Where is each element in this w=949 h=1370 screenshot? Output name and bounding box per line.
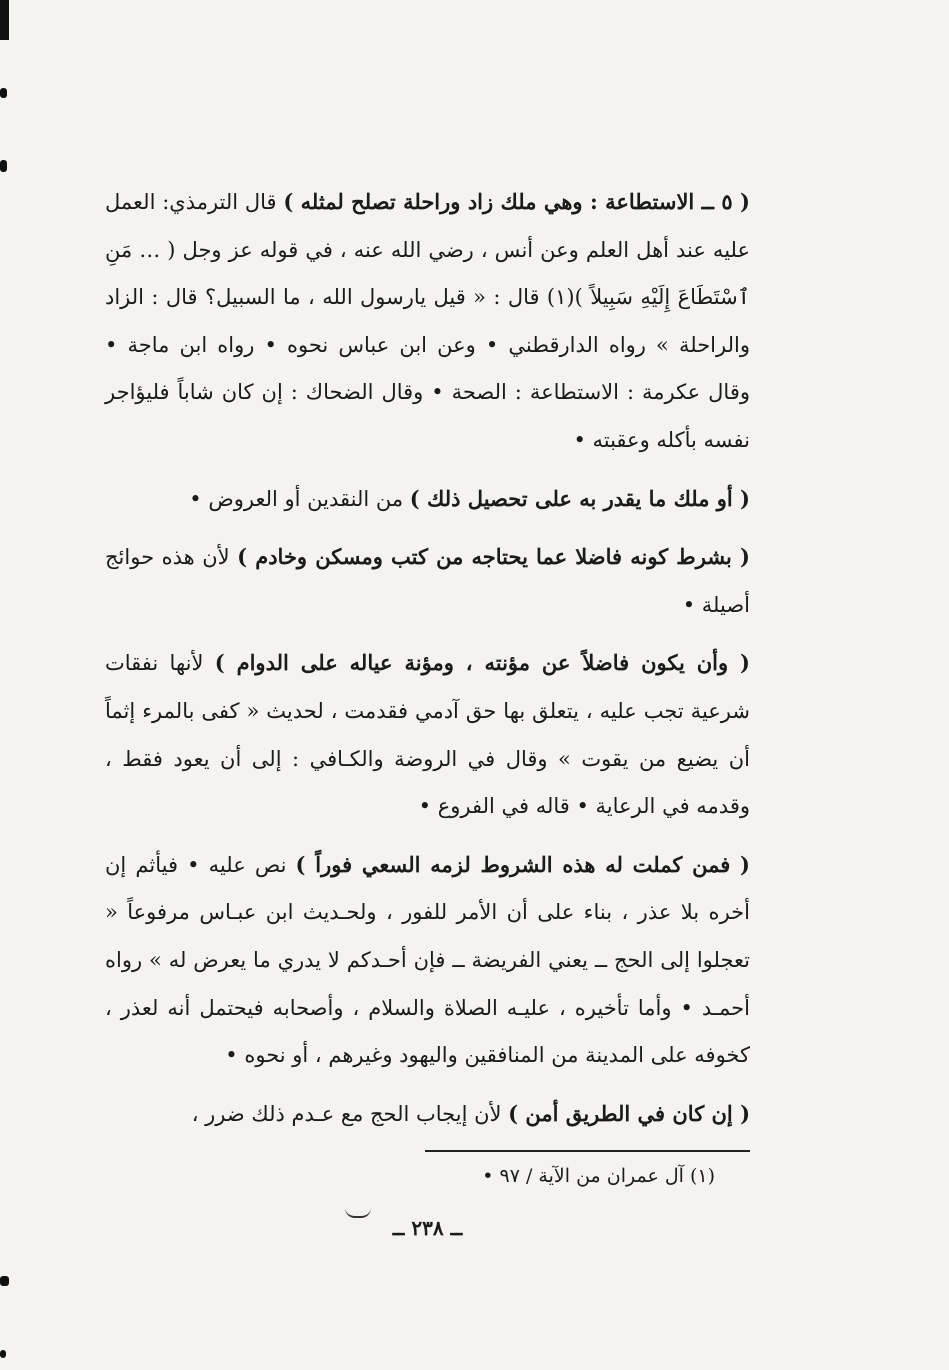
scan-edge-mark: [0, 1276, 9, 1286]
paragraph: [105, 841, 750, 1080]
commentary-text: ما يعرض له » رواه أحمـد • وأما تأخيره ، عليـه الصلاة والسلام ،: [105, 947, 750, 1020]
commentary-text: ابن ماجة • وقال عكرمة : الاستطاعة : الصحة • وقال الضحاك : إن: [105, 332, 750, 405]
commentary-text: نص عليه • فيأثم: [135, 852, 296, 877]
paragraph: [105, 533, 750, 629]
commentary-text: مرفوعاً « تعجلوا إلى الحج ــ يعني الفريضة ــ فإن أحـدكم لا يدري: [105, 900, 750, 972]
commentary-text: وأصحابه فيحتمل أنه لعذر ، كخوفه على المدينة من المنافقين واليهود: [105, 995, 750, 1068]
commentary-text: إثماً أن يضيع من يقوت » وقال في الروضة والكـافي : إلى أن يعود: [105, 698, 750, 771]
page-number: ــ ٢٣٨ ــ: [392, 1216, 463, 1240]
paragraph: [105, 178, 750, 465]
bold-matn-text: ( وأن يكون فاضلاً عن مؤنته ، ومؤنة عياله على الدوام ): [214, 650, 750, 676]
bold-matn-text: ( إن كان في الطريق أمن ): [508, 1100, 750, 1126]
scan-edge-mark: [0, 88, 7, 98]
commentary-text: وغيرهم ، أو نحوه •: [225, 1043, 393, 1068]
commentary-text: حوائج أصيلة •: [105, 545, 750, 617]
commentary-text: العمل عليه عند أهل العلم وعن أنس ، رضي الله عنه ، في قوله عز وجل: [105, 190, 751, 262]
commentary-text: كان شاباً فليؤاجر نفسه بأكله وعقبته •: [105, 380, 750, 452]
commentary-text: إن أخره بلا عذر ، بناء على أن الأمر للفور ، ولحـديث ابن عبـاس: [105, 852, 750, 925]
scan-edge-mark: [0, 0, 9, 40]
commentary-text: لأنها نفقات: [105, 651, 215, 676]
bold-matn-text: ( فمن كملت له هذه الشروط لزمه السعي فوراً ): [295, 851, 750, 877]
commentary-text: شرعية تجب عليه ، يتعلق بها حق آدمي فقدمت ، لحديث « كفى بالمرء: [142, 698, 750, 723]
bold-matn-text: ( ٥ ــ الاستطاعة : وهي ملك زاد وراحلة تصلح لمثله ): [283, 189, 750, 214]
scan-edge-mark: [0, 160, 7, 172]
commentary-text: فقط ، وقدمه في الرعاية • قاله في الفروع •: [105, 746, 750, 819]
paragraph: [105, 1090, 750, 1139]
commentary-text: قال الترمذي:: [162, 190, 284, 214]
bold-matn-text: ( بشرط كونه فاضلا عما يحتاجه من كتب ومسكن وخادم ): [237, 544, 750, 570]
footnote: (١) آل عمران من الآية / ٩٧ •: [482, 1165, 715, 1187]
footnote-divider: [425, 1150, 750, 1152]
scan-edge-mark: [0, 1350, 6, 1358]
commentary-text: لأن هذه: [161, 545, 238, 570]
body-text: [105, 178, 750, 1148]
commentary-text: من النقدين أو العروض •: [189, 486, 410, 511]
commentary-text: لأن إيجاب الحج مع عـدم ذلك ضرر ،: [191, 1101, 509, 1126]
commentary-text: قال : الزاد والراحلة » رواه الدارقطني • وعن ابن عباس نحوه • رواه: [105, 285, 750, 357]
commentary-text: ( … مَنِ ٱسْتَطَاعَ إِلَيْهِ سَبِيلاً )(١) قال : « قيل يارسول الله ، ما السبيل؟: [105, 237, 750, 310]
paragraph: [105, 639, 750, 830]
bold-matn-text: ( أو ملك ما يقدر به على تحصيل ذلك ): [409, 485, 750, 511]
paragraph: [105, 475, 750, 524]
